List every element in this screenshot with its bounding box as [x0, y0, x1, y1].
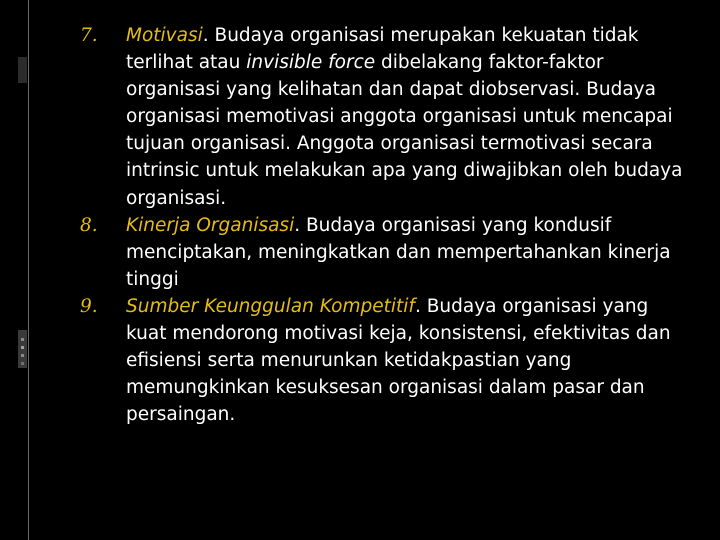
item-emphasis: invisible force	[246, 52, 376, 74]
item-number: 9.	[80, 295, 98, 317]
item-term: Motivasi	[126, 25, 203, 46]
left-accent-bar	[21, 338, 24, 341]
item-term: Sumber Keunggulan Kompetitif	[126, 295, 415, 317]
item-text: . Budaya organisasi yang kuat mendorong motivasi keja, konsistensi, efektivitas dan efisiensi serta menurunkan ketidakpastian yang memungkinkan kesuksesan organisasi dalam pasar dan persaingan.	[126, 295, 671, 426]
list-item-9	[80, 293, 690, 428]
list-item-8	[80, 212, 690, 293]
item-body	[126, 293, 690, 428]
item-number: 7.	[80, 25, 98, 46]
left-accent-bar	[21, 346, 24, 349]
item-term: Kinerja Organisasi	[126, 214, 295, 236]
item-text-continued: dibelakang faktor-faktor organisasi yang kelihatan dan dapat diobservasi. Budaya organisasi memotivasi anggota organisasi untuk mencapai tujuan organisasi. Anggota organisasi termotivasi secara intrinsic untuk melakukan apa yang diwajibkan oleh budaya organisasi.	[126, 52, 683, 209]
left-accent-bar	[21, 362, 24, 365]
item-text: . Budaya organisasi yang kondusif menciptakan, meningkatkan dan mempertahankan kinerja tinggi	[126, 214, 671, 290]
numbered-list	[80, 22, 690, 428]
left-accent-line	[28, 0, 29, 540]
item-body	[126, 212, 690, 293]
left-accent-block-top	[18, 57, 27, 83]
item-body	[126, 22, 690, 212]
list-item-7	[80, 22, 690, 212]
item-number: 8.	[80, 214, 98, 236]
left-accent-bar	[21, 354, 24, 357]
item-text: . Budaya organisasi merupakan kekuatan tidak terlihat atau	[126, 25, 639, 74]
